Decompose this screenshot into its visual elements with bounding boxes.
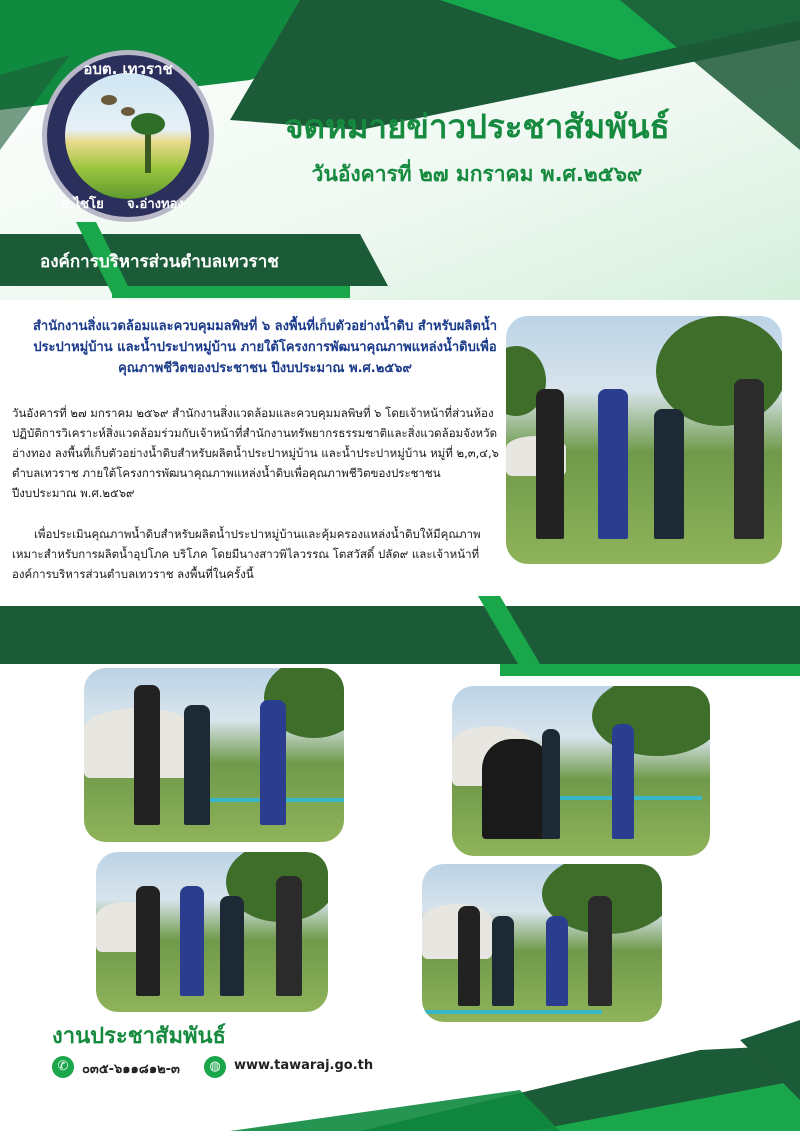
website-link[interactable]: www.tawaraj.go.th [234, 1058, 374, 1073]
org-banner-text: องค์การบริหารส่วนตำบลเทวราช [40, 252, 279, 272]
globe-icon: ◍ [204, 1056, 226, 1078]
article-paragraph-1: วันอังคารที่ ๒๗ มกราคม ๒๕๖๙ สำนักงานสิ่งแวดล้อมและควบคุมมลพิษที่ ๖ โดยเจ้าหน้าที่ส่วนห้องปฏิบัติการวิเคราะห์สิ่งแวดล้อมร่วมกับเจ้าหน้าที่สำนักงานทรัพยากรธรรมชาติและสิ่งแวดล้อมจังหวัดอ่างทอง ลงพื้นที่เก็บตัวอย่างน้ำดิบสำหรับผลิตน้ำประปาหมู่บ้าน และน้ำประปาหมู่บ้าน หมู่ที่ ๒,๓,๔,๖ ตำบลเทวราช ภายใต้โครงการพัฒนาคุณภาพแหล่งน้ำดิบเพื่อคุณภาพชีวิตของประชาชน ปีงบประมาณ พ.ศ.๒๕๖๙ [12, 406, 499, 500]
article-headline: สำนักงานสิ่งแวดล้อมและควบคุมมลพิษที่ ๖ ลงพื้นที่เก็บตัวอย่างน้ำดิบ สำหรับผลิตน้ำประปาหมู่บ้าน และน้ำประปาหมู่บ้าน ภายใต้โครงการพัฒนาคุณภาพแหล่งน้ำดิบเพื่อคุณภาพชีวิตของประชาชน ปีงบประมาณ พ.ศ.๒๕๖๙ [32, 319, 498, 376]
logo-bottom-right-text: จ.อ่างทอง [127, 197, 184, 212]
article-paragraph-2: เพื่อประเมินคุณภาพน้ำดิบสำหรับผลิตน้ำประปาหมู่บ้านและคุ้มครองแหล่งน้ำดิบให้มีคุณภาพเหมาะสำหรับการผลิตน้ำอุปโภค บริโภค โดยมีนางสาวพิไลวรรณ โตสวัสดิ์ ปลัด๙ และเจ้าหน้าที่องค์การบริหารส่วนตำบลเทวราช ลงพื้นที่ในครั้งนี้ [12, 527, 481, 581]
palm-leaves-icon [131, 113, 165, 135]
logo-top-text: อบต. เทวราช [83, 60, 173, 78]
bird-icon [121, 107, 135, 116]
logo-bottom-left-text: อ.ไชโย [61, 197, 104, 212]
logo-seal [42, 50, 214, 222]
gallery-photo-1 [84, 668, 344, 842]
gallery-photo-3 [96, 852, 328, 1012]
bird-icon [101, 95, 117, 105]
footer-label: งานประชาสัมพันธ์ [52, 1024, 226, 1049]
newsletter-date: วันอังคารที่ ๒๗ มกราคม พ.ศ.๒๕๖๙ [311, 162, 643, 186]
phone-icon: ✆ [52, 1056, 74, 1078]
logo-inner-scene [65, 73, 191, 199]
gallery-photo-4 [422, 864, 662, 1022]
gallery-photo-2 [452, 686, 710, 856]
newsletter-title: จดหมายข่าวประชาสัมพันธ์ [284, 107, 670, 146]
main-photo [506, 316, 782, 564]
phone-number: ๐๓๕-๖๑๑๘๑๒-๓ [82, 1062, 180, 1077]
